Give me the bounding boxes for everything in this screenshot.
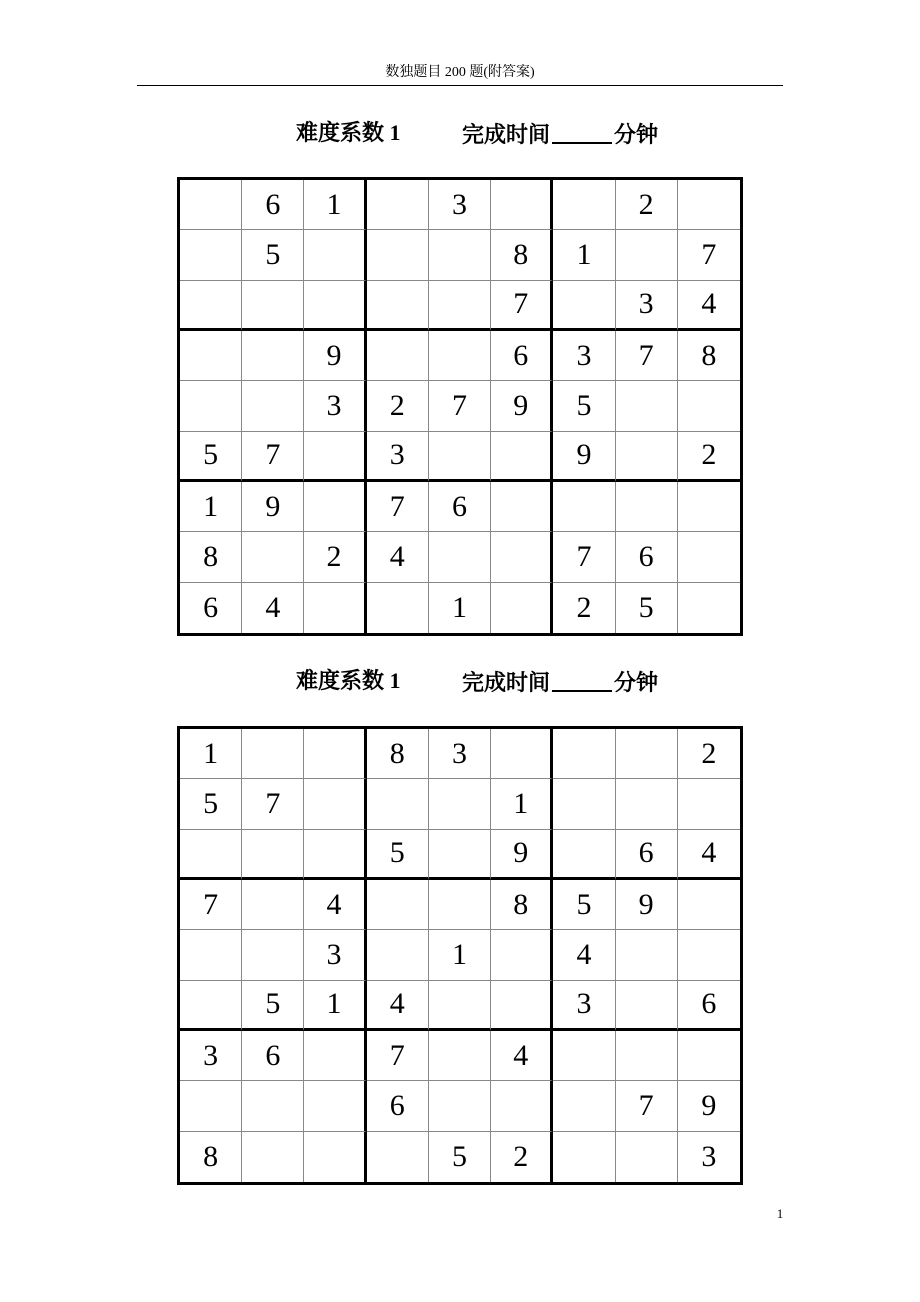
sudoku-empty-cell[interactable] [429, 779, 491, 829]
sudoku-empty-cell[interactable] [367, 281, 429, 331]
sudoku-given-cell: 8 [491, 880, 553, 930]
sudoku-empty-cell[interactable] [180, 1081, 242, 1131]
sudoku-empty-cell[interactable] [491, 1081, 553, 1131]
sudoku-empty-cell[interactable] [429, 1081, 491, 1131]
sudoku-empty-cell[interactable] [491, 981, 553, 1031]
sudoku-given-cell: 4 [242, 583, 304, 633]
sudoku-empty-cell[interactable] [180, 331, 242, 381]
sudoku-given-cell: 9 [242, 482, 304, 532]
sudoku-given-cell: 6 [242, 180, 304, 230]
sudoku-empty-cell[interactable] [553, 830, 615, 880]
sudoku-given-cell: 1 [429, 930, 491, 980]
sudoku-given-cell: 5 [242, 981, 304, 1031]
sudoku-empty-cell[interactable] [180, 830, 242, 880]
sudoku-given-cell: 6 [429, 482, 491, 532]
sudoku-given-cell: 2 [491, 1132, 553, 1182]
sudoku-given-cell: 3 [429, 180, 491, 230]
sudoku-empty-cell[interactable] [491, 930, 553, 980]
sudoku-empty-cell[interactable] [367, 880, 429, 930]
sudoku-given-cell: 4 [678, 830, 740, 880]
sudoku-empty-cell[interactable] [242, 729, 304, 779]
sudoku-given-cell: 3 [553, 981, 615, 1031]
puzzle-1-title [0, 118, 920, 148]
sudoku-empty-cell[interactable] [491, 532, 553, 582]
sudoku-empty-cell[interactable] [429, 880, 491, 930]
page-number: 1 [776, 1206, 784, 1221]
sudoku-empty-cell[interactable] [553, 1132, 615, 1182]
sudoku-empty-cell[interactable] [180, 230, 242, 280]
sudoku-given-cell: 1 [180, 482, 242, 532]
sudoku-given-cell: 3 [616, 281, 678, 331]
sudoku-empty-cell[interactable] [553, 281, 615, 331]
sudoku-empty-cell[interactable] [180, 981, 242, 1031]
sudoku-given-cell: 7 [367, 1031, 429, 1081]
sudoku-empty-cell[interactable] [553, 1031, 615, 1081]
sudoku-given-cell: 1 [553, 230, 615, 280]
sudoku-given-cell: 7 [616, 1081, 678, 1131]
sudoku-given-cell: 5 [616, 583, 678, 633]
sudoku-empty-cell[interactable] [616, 729, 678, 779]
sudoku-empty-cell[interactable] [242, 1132, 304, 1182]
sudoku-given-cell: 5 [553, 381, 615, 431]
sudoku-empty-cell[interactable] [491, 180, 553, 230]
sudoku-empty-cell[interactable] [678, 779, 740, 829]
sudoku-empty-cell[interactable] [616, 230, 678, 280]
sudoku-given-cell: 4 [491, 1031, 553, 1081]
sudoku-empty-cell[interactable] [678, 482, 740, 532]
sudoku-empty-cell[interactable] [367, 930, 429, 980]
sudoku-given-cell: 2 [553, 583, 615, 633]
sudoku-given-cell: 3 [701, 1139, 717, 1173]
sudoku-empty-cell[interactable] [429, 331, 491, 381]
sudoku-empty-cell[interactable] [429, 981, 491, 1031]
sudoku-empty-cell[interactable] [616, 981, 678, 1031]
sudoku-given-cell: 5 [553, 880, 615, 930]
puzzle-2-time-blank[interactable] [552, 668, 612, 692]
sudoku-given-cell: 7 [367, 482, 429, 532]
sudoku-given-cell: 8 [678, 331, 740, 381]
sudoku-given-cell: 9 [491, 381, 553, 431]
puzzle-2-difficulty: 难度系数 1 [296, 668, 401, 693]
sudoku-given-cell: 4 [553, 930, 615, 980]
sudoku-empty-cell[interactable] [429, 830, 491, 880]
sudoku-given-cell: 4 [678, 281, 740, 331]
sudoku-empty-cell[interactable] [304, 230, 366, 280]
sudoku-given-cell: 7 [242, 432, 304, 482]
sudoku-given-cell: 9 [616, 880, 678, 930]
sudoku-empty-cell[interactable] [367, 1132, 429, 1182]
sudoku-empty-cell[interactable] [242, 532, 304, 582]
puzzle-1-time-label: 完成时间 [462, 122, 551, 147]
sudoku-given-cell: 5 [180, 779, 242, 829]
sudoku-given-cell: 1 [491, 779, 553, 829]
sudoku-empty-cell[interactable] [367, 583, 429, 633]
sudoku-empty-cell[interactable] [553, 1081, 615, 1131]
sudoku-empty-cell[interactable] [616, 381, 678, 431]
sudoku-empty-cell[interactable] [553, 779, 615, 829]
sudoku-given-cell: 9 [491, 830, 553, 880]
sudoku-empty-cell[interactable] [491, 583, 553, 633]
sudoku-empty-cell[interactable] [367, 180, 429, 230]
sudoku-given-cell: 5 [242, 230, 304, 280]
sudoku-given-cell: 3 [304, 381, 366, 431]
sudoku-empty-cell[interactable] [304, 281, 366, 331]
sudoku-given-cell: 7 [180, 880, 242, 930]
running-header: 数独题目 200 题(附答案) [385, 65, 535, 80]
sudoku-given-cell: 6 [491, 331, 553, 381]
sudoku-empty-cell[interactable] [678, 381, 740, 431]
sudoku-empty-cell[interactable] [553, 180, 615, 230]
sudoku-empty-cell[interactable] [304, 779, 366, 829]
sudoku-empty-cell[interactable] [180, 381, 242, 431]
sudoku-given-cell: 8 [180, 1132, 242, 1182]
sudoku-empty-cell[interactable] [616, 779, 678, 829]
sudoku-given-cell: 5 [429, 1132, 491, 1182]
sudoku-given-cell: 2 [616, 180, 678, 230]
sudoku-empty-cell[interactable] [616, 432, 678, 482]
sudoku-given-cell: 7 [242, 779, 304, 829]
sudoku-empty-cell[interactable] [553, 729, 615, 779]
sudoku-given-cell: 8 [491, 230, 553, 280]
sudoku-given-cell: 3 [367, 432, 429, 482]
sudoku-given-cell: 6 [242, 1031, 304, 1081]
sudoku-empty-cell[interactable] [616, 1031, 678, 1081]
sudoku-empty-cell[interactable] [180, 281, 242, 331]
sudoku-given-cell: 8 [180, 532, 242, 582]
sudoku-empty-cell[interactable] [429, 532, 491, 582]
sudoku-given-cell: 1 [180, 729, 242, 779]
sudoku-empty-cell[interactable] [367, 230, 429, 280]
sudoku-given-cell: 8 [367, 729, 429, 779]
sudoku-empty-cell[interactable] [367, 331, 429, 381]
puzzle-1-time-unit: 分钟 [614, 122, 659, 147]
sudoku-empty-cell[interactable] [304, 1031, 366, 1081]
sudoku-empty-cell[interactable] [304, 1132, 366, 1182]
sudoku-given-cell: 2 [678, 432, 740, 482]
sudoku-given-cell: 1 [304, 981, 366, 1031]
sudoku-given-cell: 9 [553, 432, 615, 482]
sudoku-empty-cell[interactable] [553, 482, 615, 532]
sudoku-given-cell: 3 [553, 331, 615, 381]
puzzle-2-grid [177, 726, 743, 1185]
sudoku-empty-cell[interactable] [304, 729, 366, 779]
sudoku-empty-cell[interactable] [616, 1132, 678, 1182]
sudoku-empty-cell[interactable] [678, 880, 740, 930]
sudoku-given-cell: 6 [616, 532, 678, 582]
puzzle-1-time-blank[interactable] [552, 120, 612, 144]
header-divider [137, 85, 783, 86]
sudoku-given-cell: 3 [304, 930, 366, 980]
sudoku-given-cell: 7 [491, 281, 553, 331]
puzzle-2-time-label: 完成时间 [462, 670, 551, 695]
sudoku-empty-cell[interactable] [429, 1031, 491, 1081]
sudoku-empty-cell[interactable] [304, 482, 366, 532]
sudoku-empty-cell[interactable] [242, 281, 304, 331]
sudoku-empty-cell[interactable] [242, 331, 304, 381]
sudoku-empty-cell[interactable] [180, 180, 242, 230]
sudoku-given-cell: 4 [367, 532, 429, 582]
sudoku-given-cell: 9 [678, 1081, 740, 1131]
sudoku-empty-cell[interactable] [678, 180, 740, 230]
sudoku-empty-cell[interactable] [429, 230, 491, 280]
sudoku-empty-cell[interactable] [242, 381, 304, 431]
sudoku-empty-cell[interactable] [304, 830, 366, 880]
puzzle-1-grid [177, 177, 743, 636]
sudoku-given-cell: 4 [367, 981, 429, 1031]
sudoku-given-cell: 1 [429, 583, 491, 633]
sudoku-empty-cell[interactable] [491, 482, 553, 532]
sudoku-given-cell: 7 [553, 532, 615, 582]
sudoku-given-cell: 3 [180, 1031, 242, 1081]
sudoku-empty-cell[interactable] [242, 880, 304, 930]
sudoku-empty-cell[interactable] [367, 779, 429, 829]
sudoku-empty-cell[interactable] [491, 432, 553, 482]
sudoku-given-cell: 4 [304, 880, 366, 930]
sudoku-given-cell: 7 [429, 381, 491, 431]
sudoku-given-cell: 6 [367, 1081, 429, 1131]
sudoku-empty-cell[interactable] [304, 432, 366, 482]
puzzle-2-time-row [462, 666, 658, 698]
sudoku-given-cell: 5 [180, 432, 242, 482]
sudoku-given-cell: 6 [616, 830, 678, 880]
sudoku-given-cell: 2 [367, 381, 429, 431]
sudoku-given-cell: 5 [367, 830, 429, 880]
sudoku-given-cell: 7 [616, 331, 678, 381]
sudoku-given-cell: 9 [304, 331, 366, 381]
sudoku-empty-cell[interactable] [242, 1081, 304, 1131]
puzzle-2-title [0, 666, 920, 696]
sudoku-given-cell: 6 [180, 583, 242, 633]
sudoku-empty-cell[interactable] [304, 583, 366, 633]
sudoku-given-cell: 2 [678, 729, 740, 779]
puzzle-1-difficulty: 难度系数 1 [296, 120, 401, 145]
sudoku-empty-cell[interactable] [304, 1081, 366, 1131]
sudoku-empty-cell[interactable] [180, 930, 242, 980]
sudoku-empty-cell[interactable] [616, 930, 678, 980]
sudoku-empty-cell[interactable] [616, 482, 678, 532]
sudoku-empty-cell[interactable] [429, 432, 491, 482]
puzzle-1-time-row [462, 118, 658, 150]
sudoku-empty-cell[interactable] [678, 532, 740, 582]
sudoku-empty-cell[interactable] [678, 1031, 740, 1081]
sudoku-empty-cell[interactable] [678, 583, 740, 633]
sudoku-given-cell: 7 [678, 230, 740, 280]
sudoku-empty-cell[interactable] [242, 930, 304, 980]
sudoku-empty-cell[interactable] [678, 930, 740, 980]
sudoku-given-cell: 6 [678, 981, 740, 1031]
sudoku-given-cell: 2 [304, 532, 366, 582]
sudoku-given-cell: 1 [304, 180, 366, 230]
sudoku-given-cell: 3 [429, 729, 491, 779]
sudoku-empty-cell[interactable] [429, 281, 491, 331]
sudoku-empty-cell[interactable] [242, 830, 304, 880]
sudoku-empty-cell[interactable] [491, 729, 553, 779]
puzzle-2-time-unit: 分钟 [614, 670, 659, 695]
